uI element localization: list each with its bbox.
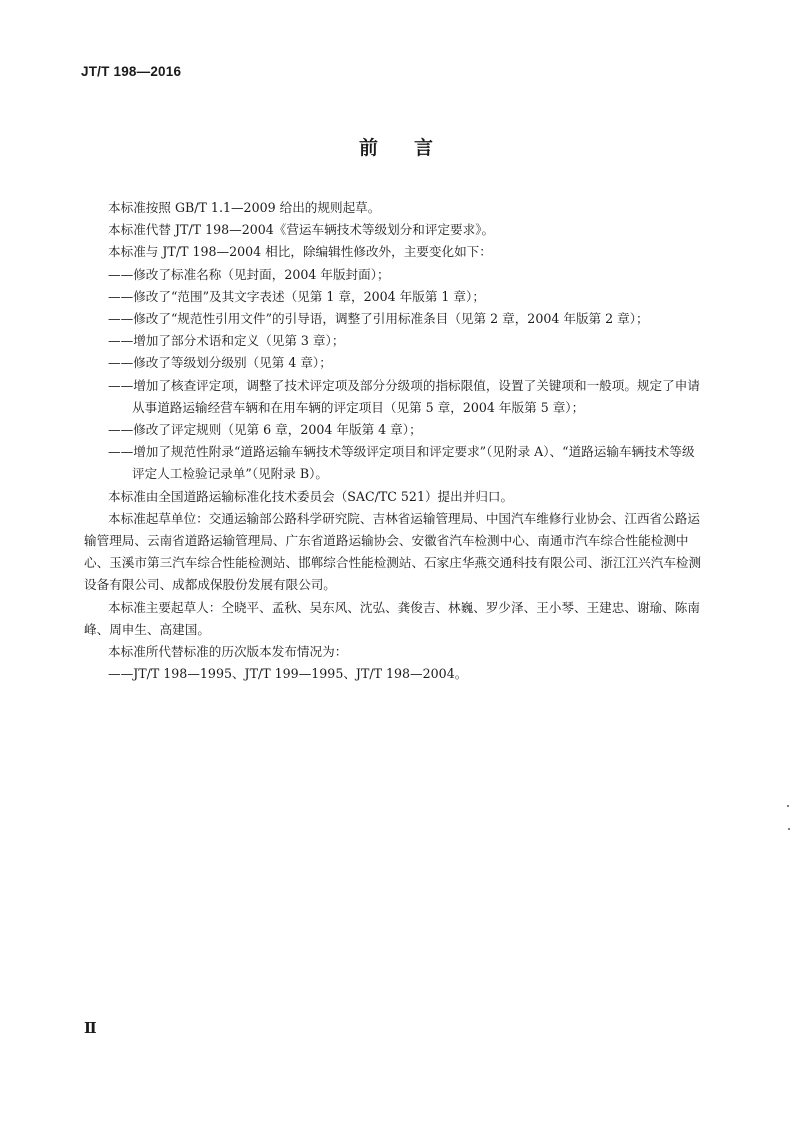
page-number: Ⅱ (84, 1021, 97, 1037)
change-item: ——增加了核查评定项，调整了技术评定项及部分分级项的指标限值，设置了关键项和一般项。规定了申请从事道路运输经营车辆和在用车辆的评定项目（见第 5 章，2004 年版第 5 章）； (108, 377, 700, 415)
title-char-1: 前 (358, 137, 378, 159)
paragraph-changes-intro: 本标准与 JT/T 198—2004 相比，除编辑性修改外，主要变化如下： (108, 244, 492, 260)
paragraph-replaces: 本标准代替 JT/T 198—2004《营运车辆技术等级划分和评定要求》。 (108, 222, 495, 238)
foreword-body (84, 197, 704, 685)
paragraph-proposer: 本标准由全国道路运输标准化技术委员会（SAC/TC 521）提出并归口。 (108, 488, 514, 504)
paragraph-drafting-rules: 本标准按照 GB/T 1.1—2009 给出的规则起草。 (108, 200, 381, 215)
change-item: ——修改了等级划分级别（见第 4 章）； (108, 355, 332, 371)
change-item: ——修改了评定规则（见第 6 章，2004 年版第 4 章）； (108, 422, 422, 438)
history-item: ——JT/T 198—1995、JT/T 199—1995、JT/T 198—2004。 (108, 666, 468, 682)
standard-code: JT/T 198—2016 (81, 64, 182, 79)
paragraph-drafting-units: 本标准起草单位：交通运输部公路科学研究院、吉林省运输管理局、中国汽车维修行业协会、江西省公路运输管理局、云南省道路运输管理局、广东省道路运输协会、安徽省汽车检测中心、南通市汽车综合性能检测中心、玉溪市第三汽车综合性能检测站、邯郸综合性能检测站、石家庄华燕交通科技有限公司、浙江江兴汽车检测设备有限公司、成都成保股份发展有限公司。 (84, 510, 702, 593)
scan-speck (787, 805, 789, 807)
change-item: ——修改了“范围”及其文字表述（见第 1 章，2004 年版第 1 章）； (108, 288, 485, 304)
title-char-2: 言 (414, 137, 434, 159)
change-item: ——修改了标准名称（见封面，2004 年版封面）； (108, 266, 390, 282)
change-item: ——修改了“规范性引用文件”的引导语，调整了引用标准条目（见第 2 章，2004 年版第 2 章）； (108, 311, 649, 327)
change-item: ——增加了规范性附录“道路运输车辆技术等级评定项目和评定要求”（见附录 A）、“道路运输车辆技术等级评定人工检验记录单”（见附录 B）。 (108, 444, 695, 482)
change-item: ——增加了部分术语和定义（见第 3 章）； (108, 333, 345, 349)
paragraph-history-intro: 本标准所代替标准的历次版本发布情况为： (108, 644, 348, 660)
page-title (0, 133, 792, 160)
scan-speck (788, 828, 790, 830)
paragraph-drafters: 本标准主要起草人：仝晓平、孟秋、吴东风、沈弘、龚俊吉、林巍、罗少泽、王小琴、王建忠、谢瑜、陈南峰、周申生、高建国。 (84, 599, 700, 637)
